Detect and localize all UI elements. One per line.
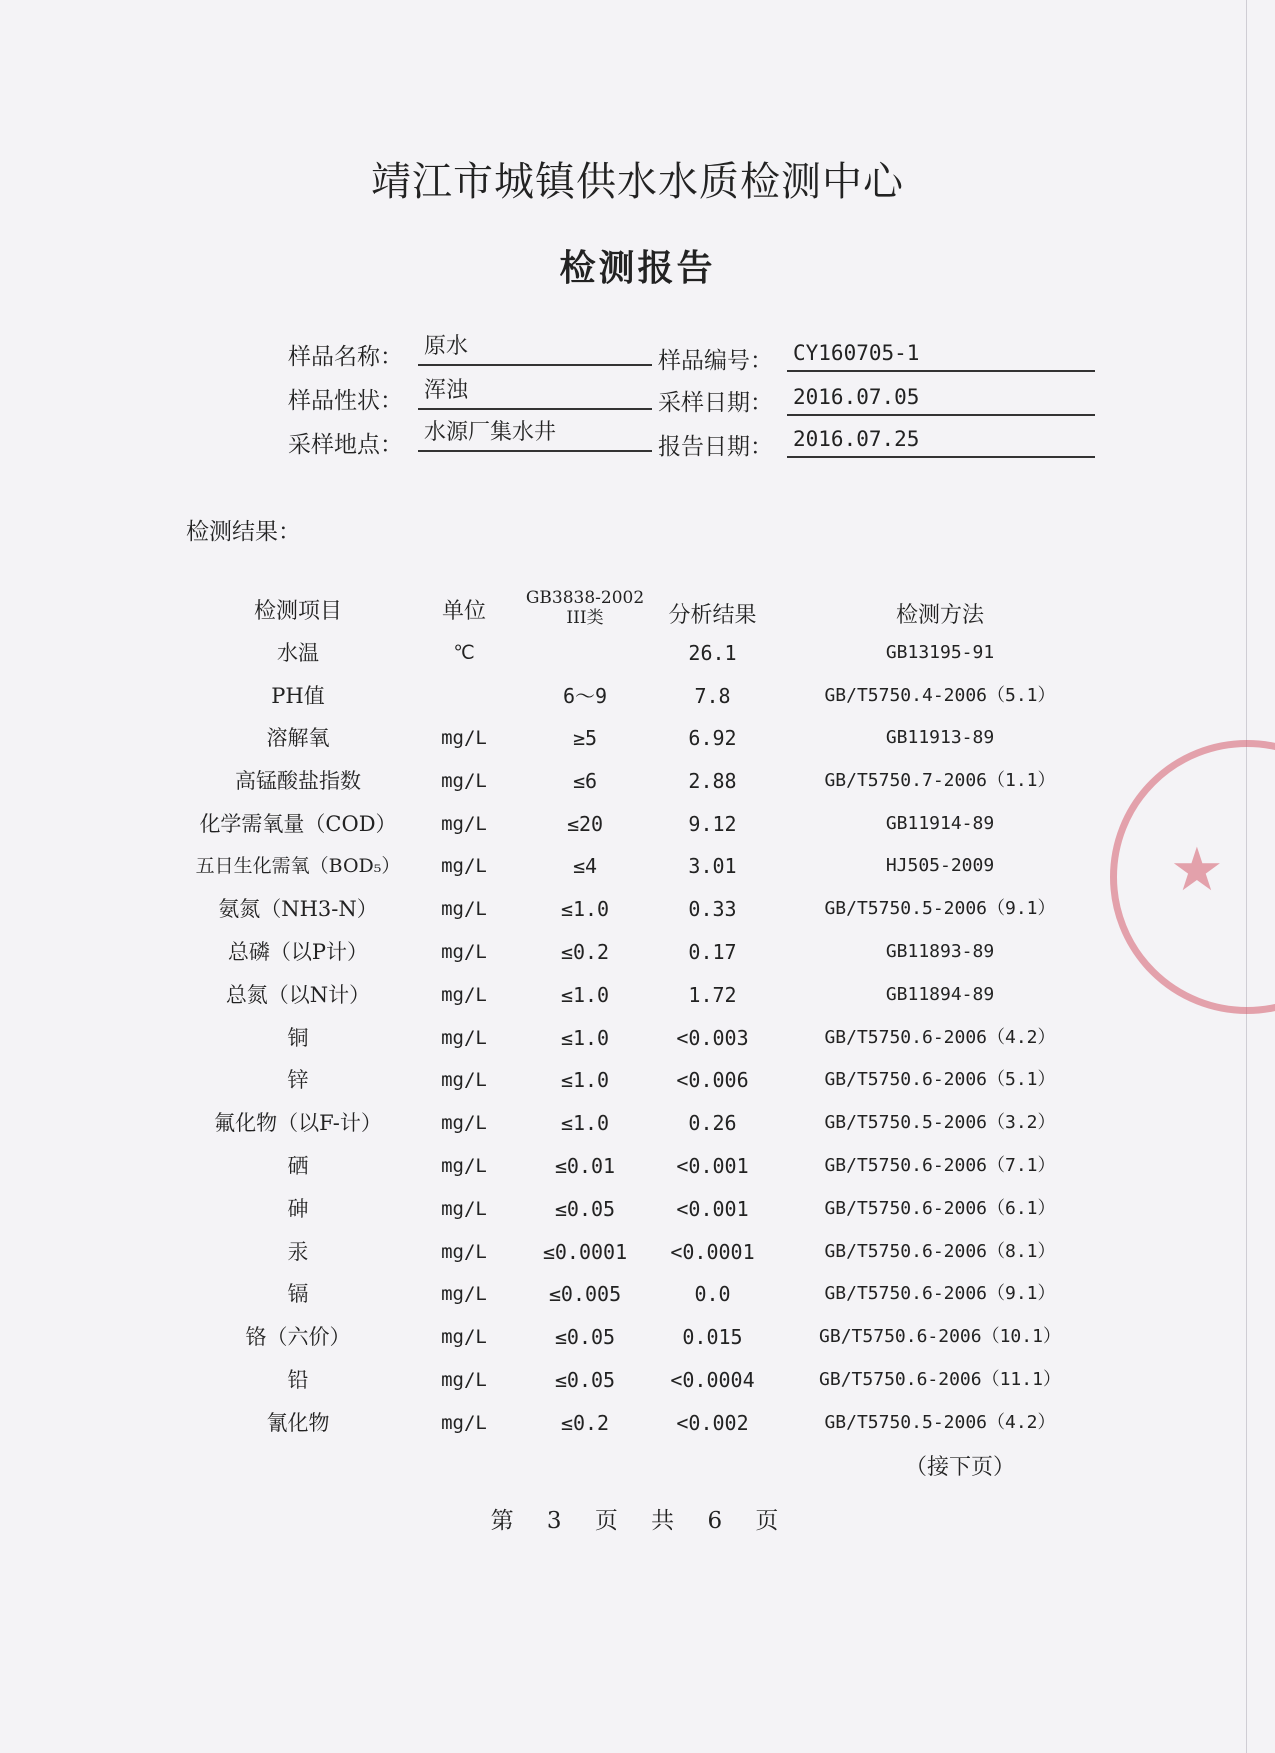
cell-result: 3.01: [688, 854, 737, 878]
cell-standard: ≤20: [566, 812, 604, 836]
cell-method: GB11914-89: [885, 813, 995, 834]
cell-result: 2.88: [688, 769, 737, 793]
cell-result: 0.015: [682, 1325, 743, 1349]
table-row: [0, 932, 1275, 972]
cell-unit: mg/L: [441, 770, 487, 792]
table-row: [0, 1146, 1275, 1186]
cell-unit: mg/L: [441, 984, 487, 1006]
table-row: [0, 846, 1275, 886]
cell-standard: ≤0.01: [554, 1154, 616, 1178]
cell-unit: mg/L: [441, 1241, 487, 1263]
cell-result: 7.8: [694, 684, 731, 708]
sample-id-label: 样品编号：: [658, 348, 773, 374]
cell-method: GB/T5750.7-2006（1.1）: [824, 770, 1056, 791]
cell-unit: mg/L: [441, 1283, 487, 1305]
cell-standard: 6～9: [562, 684, 608, 708]
cell-method: GB/T5750.6-2006（11.1）: [819, 1369, 1061, 1390]
report-date-value: 2016.07.25: [787, 422, 1095, 458]
report-title: 检测报告: [559, 247, 716, 289]
cell-item: 汞: [287, 1240, 309, 1264]
table-row: [0, 633, 1275, 673]
table-row: [0, 1360, 1275, 1400]
cell-method: GB/T5750.6-2006（10.1）: [819, 1326, 1061, 1347]
cell-item: 硒: [287, 1154, 309, 1178]
header-standard-line2: III类: [566, 608, 604, 628]
cell-item: PH值: [271, 684, 325, 708]
cell-standard: ≤1.0: [560, 1068, 610, 1092]
cell-method: GB/T5750.6-2006（6.1）: [824, 1198, 1056, 1219]
cell-unit: mg/L: [441, 1369, 487, 1391]
cell-result: 0.17: [688, 940, 737, 964]
cell-result: 0.26: [688, 1111, 737, 1135]
cell-method: GB11913-89: [885, 727, 995, 748]
cell-result: <0.002: [676, 1411, 749, 1435]
header-method: 检测方法: [895, 603, 984, 628]
cell-result: <0.006: [676, 1068, 749, 1092]
cell-result: 0.0: [694, 1282, 731, 1306]
table-row: [0, 1060, 1275, 1100]
cell-item: 镉: [287, 1282, 309, 1306]
cell-standard: ≤0.0001: [542, 1240, 628, 1264]
cell-item: 铅: [287, 1368, 309, 1392]
table-row: [0, 1403, 1275, 1443]
cell-item: 总磷（以P计）: [227, 940, 369, 964]
cell-unit: mg/L: [441, 1155, 487, 1177]
table-row: [0, 1018, 1275, 1058]
cell-standard: ≥5: [572, 726, 598, 750]
cell-result: <0.001: [676, 1154, 749, 1178]
table-row: [0, 975, 1275, 1015]
table-row: [0, 1274, 1275, 1314]
cell-item: 水温: [277, 641, 319, 665]
sampling-location-value: 水源厂集水井: [418, 416, 652, 452]
sampling-location-label: 采样地点：: [288, 432, 403, 458]
cell-result: 6.92: [688, 726, 737, 750]
cell-standard: ≤0.005: [548, 1282, 622, 1306]
cell-unit: mg/L: [441, 1112, 487, 1134]
cell-unit: ℃: [453, 642, 475, 664]
cell-item: 氨氮（NH3-N）: [218, 897, 378, 921]
cell-result: 9.12: [688, 812, 737, 836]
cell-item: 氟化物（以F-计）: [214, 1111, 382, 1135]
table-row: [0, 804, 1275, 844]
sample-state-value: 浑浊: [418, 374, 652, 410]
table-row: [0, 761, 1275, 801]
cell-unit: mg/L: [441, 1326, 487, 1348]
continue-note: （接下页）: [905, 1455, 1016, 1480]
header-item: 检测项目: [253, 599, 342, 624]
cell-method: GB11893-89: [885, 941, 995, 962]
cell-method: GB/T5750.5-2006（4.2）: [824, 1412, 1056, 1433]
cell-method: HJ505-2009: [885, 855, 995, 876]
seal-star-icon: ★: [1170, 835, 1224, 905]
cell-method: GB/T5750.6-2006（5.1）: [824, 1069, 1056, 1090]
cell-method: GB/T5750.6-2006（4.2）: [824, 1027, 1056, 1048]
cell-standard: ≤1.0: [560, 1026, 610, 1050]
cell-standard: ≤0.05: [554, 1197, 616, 1221]
report-date-label: 报告日期：: [658, 434, 773, 460]
cell-item: 高锰酸盐指数: [235, 769, 361, 793]
cell-item: 锌: [287, 1068, 309, 1092]
header-standard: [510, 588, 660, 628]
cell-unit: mg/L: [441, 813, 487, 835]
cell-standard: ≤0.2: [560, 1411, 610, 1435]
cell-unit: mg/L: [441, 941, 487, 963]
cell-unit: mg/L: [441, 855, 487, 877]
cell-method: GB11894-89: [885, 984, 995, 1005]
cell-result: 0.33: [688, 897, 737, 921]
cell-item: 五日生化需氧（BOD₅）: [195, 855, 401, 877]
cell-item: 总氮（以N计）: [225, 983, 371, 1007]
cell-standard: ≤0.05: [554, 1368, 616, 1392]
cell-standard: ≤1.0: [560, 1111, 610, 1135]
sample-name-value: 原水: [418, 330, 652, 366]
cell-item: 铜: [287, 1026, 309, 1050]
cell-method: GB/T5750.6-2006（8.1）: [824, 1241, 1056, 1262]
cell-item: 化学需氧量（COD）: [199, 812, 397, 836]
cell-method: GB/T5750.6-2006（9.1）: [824, 1283, 1056, 1304]
cell-result: <0.001: [676, 1197, 749, 1221]
cell-item: 铬（六价）: [245, 1325, 351, 1349]
cell-standard: [510, 633, 660, 673]
cell-unit: mg/L: [441, 1027, 487, 1049]
cell-result: <0.0004: [670, 1368, 755, 1392]
header-standard-line1: GB3838-2002: [525, 588, 645, 608]
cell-item: 砷: [287, 1197, 309, 1221]
cell-standard: ≤4: [572, 854, 598, 878]
cell-unit: mg/L: [441, 1069, 487, 1091]
cell-unit: [404, 676, 524, 716]
cell-standard: ≤0.05: [554, 1325, 616, 1349]
cell-standard: ≤1.0: [560, 983, 610, 1007]
header-result: 分析结果: [668, 603, 757, 628]
cell-method: GB/T5750.6-2006（7.1）: [824, 1155, 1056, 1176]
cell-unit: mg/L: [441, 727, 487, 749]
cell-unit: mg/L: [441, 1412, 487, 1434]
table-row: [0, 1232, 1275, 1272]
cell-standard: ≤6: [572, 769, 598, 793]
org-title: 靖江市城镇供水水质检测中心: [371, 159, 904, 205]
cell-method: GB/T5750.5-2006（9.1）: [824, 898, 1056, 919]
header-unit: 单位: [441, 599, 486, 624]
cell-unit: mg/L: [441, 1198, 487, 1220]
table-row: [0, 1317, 1275, 1357]
cell-method: GB/T5750.5-2006（3.2）: [824, 1112, 1056, 1133]
sample-name-label: 样品名称：: [288, 344, 403, 370]
table-row: [0, 718, 1275, 758]
sampling-date-label: 采样日期：: [658, 390, 773, 416]
cell-method: GB13195-91: [885, 642, 995, 663]
table-row: [0, 1103, 1275, 1143]
sample-state-label: 样品性状：: [288, 388, 403, 414]
cell-result: <0.003: [676, 1026, 749, 1050]
page-footer: 第 3 页 共 6 页: [490, 1508, 785, 1534]
cell-unit: mg/L: [441, 898, 487, 920]
cell-result: 1.72: [688, 983, 737, 1007]
results-label: 检测结果：: [186, 519, 301, 545]
cell-item: 溶解氧: [266, 726, 330, 750]
table-row: [0, 889, 1275, 929]
cell-result: <0.0001: [670, 1240, 755, 1264]
cell-result: 26.1: [688, 641, 737, 665]
table-row: [0, 1189, 1275, 1229]
cell-method: GB/T5750.4-2006（5.1）: [824, 685, 1056, 706]
cell-standard: ≤0.2: [560, 940, 610, 964]
table-row: [0, 676, 1275, 716]
sample-id-value: CY160705-1: [787, 336, 1095, 372]
cell-standard: ≤1.0: [560, 897, 610, 921]
sampling-date-value: 2016.07.05: [787, 380, 1095, 416]
cell-item: 氰化物: [266, 1411, 330, 1435]
